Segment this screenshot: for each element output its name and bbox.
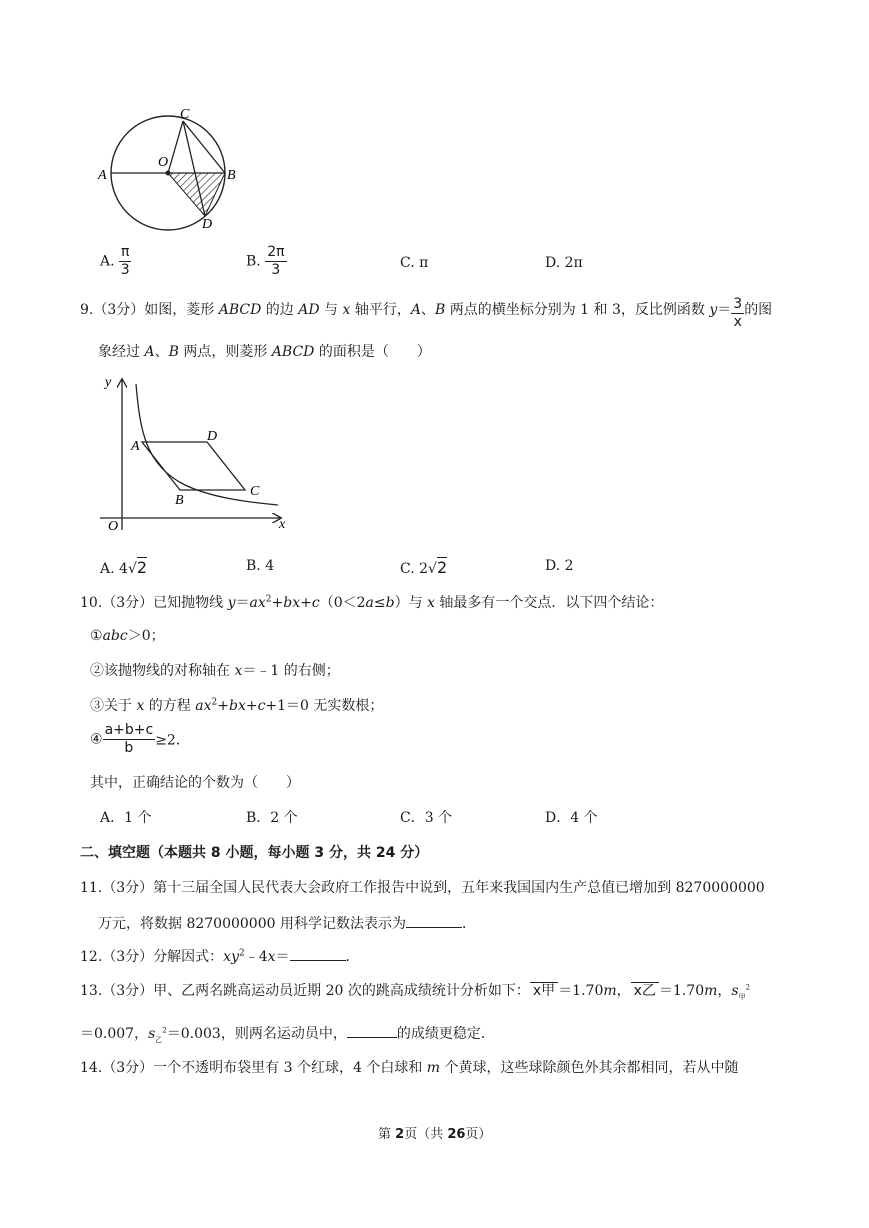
q9-option-c: C. 2√2 bbox=[400, 558, 448, 577]
q8-option-d: D. 2π bbox=[545, 255, 583, 271]
q8-option-a-fraction: $\frac{\pi}{3}$ bbox=[120, 244, 130, 278]
q9-label-x: x bbox=[279, 517, 286, 532]
q10-conclusion-3: ③关于 x 的方程 $ax^2+bx+c+1=0$ 无实数根； bbox=[90, 697, 384, 714]
q8-option-a: A. $\frac{\pi}{3}$ bbox=[100, 244, 130, 278]
sqrt-icon: √ bbox=[428, 561, 437, 577]
section-heading-fill-blank: 二、填空题（本题共 8 小题，每小题 3 分，共 24 分） bbox=[80, 845, 429, 861]
q12-answer-blank[interactable] bbox=[290, 945, 346, 961]
q13-stem-line1: 13.（3分）甲、乙两名跳高运动员近期 20 次的跳高成绩统计分析如下： x甲 ＝1.70m， x乙 ＝1.70m，$s_甲^2$ bbox=[80, 983, 751, 1001]
total-page-count: 26 bbox=[447, 1127, 466, 1142]
q8-option-b-fraction: $\frac{2\pi}{3}$ bbox=[267, 244, 285, 278]
q12-stem: 12.（3分）分解因式：$xy^2﹣4x=$ ． bbox=[80, 945, 360, 966]
q8-label-d: D bbox=[202, 217, 213, 232]
q13-stem-line2: ＝0.007，$s_乙^2=0.003$，则两名运动员中， 的成绩更稳定． bbox=[80, 1022, 495, 1045]
q11-line1: 11.（3分）第十三届全国人民代表大会政府工作报告中说到，五年来我国国内生产总值已增加到 8270000000 bbox=[80, 880, 765, 896]
q10-stem: 10.（3分）已知抛物线 $y=ax^2+bx+c(0<2a\le b)$与 x 轴最多有一个交点．以下四个结论： bbox=[80, 594, 664, 611]
q13-answer-blank[interactable] bbox=[347, 1022, 397, 1038]
q8-segment-oc bbox=[168, 121, 183, 173]
q8-circle-figure bbox=[90, 100, 250, 235]
q10-option-a: A．1 个 bbox=[100, 810, 152, 826]
q10-option-c: C．3 个 bbox=[400, 810, 453, 826]
q9-rhombus-abcd bbox=[142, 442, 245, 490]
q9-function-fraction: $\frac{3}{x}$ bbox=[733, 296, 743, 330]
q10-question: 其中，正确结论的个数为（ ） bbox=[90, 775, 300, 791]
q9-option-d: D. 2 bbox=[545, 558, 574, 574]
q8-label-a: A bbox=[98, 168, 107, 183]
q9-stem-line1: 9.（3分）如图，菱形 ABCD 的边 AD 与 x 轴平行，A、B 两点的横坐标分别为 1 和 3，反比例函数 y＝ $\frac{3}{x}$ 的图 bbox=[80, 296, 773, 330]
q8-option-b: B. $\frac{2\pi}{3}$ bbox=[246, 244, 285, 278]
q8-label-o: O bbox=[158, 155, 169, 170]
q9-label-o: O bbox=[108, 519, 119, 534]
q9-label-c: C bbox=[250, 484, 260, 499]
q10-conclusion-4: ④ $\frac{a+b+c}{b}$ ≥2． bbox=[90, 722, 190, 756]
q9-stem-line2: 象经过 A、B 两点，则菱形 ABCD 的面积是（ ） bbox=[98, 344, 431, 360]
q10-conclusion-1: ①abc＞0； bbox=[90, 628, 165, 644]
page-footer: 第 2页（共 26页） bbox=[378, 1127, 492, 1142]
q10-conclusion-4-fraction: $\frac{a+b+c}{b}$ bbox=[104, 722, 154, 756]
q13-mean-yi: x乙 bbox=[631, 982, 659, 999]
q10-option-d: D．4 个 bbox=[545, 810, 598, 826]
q13-mean-jia: x甲 bbox=[530, 982, 558, 999]
q8-label-c: C bbox=[180, 107, 190, 122]
q9-label-a: A bbox=[131, 439, 140, 454]
q11-answer-blank[interactable] bbox=[406, 912, 462, 928]
q14-stem: 14.（3分）一个不透明布袋里有 3 个红球，4 个白球和 m 个黄球，这些球除颜色外其余都相同，若从中随 bbox=[80, 1060, 739, 1076]
current-page-number: 2 bbox=[395, 1127, 405, 1142]
q8-label-b: B bbox=[227, 168, 236, 183]
q9-label-y: y bbox=[105, 375, 112, 390]
q9-coordinate-figure bbox=[95, 370, 295, 535]
q8-option-c: C. π bbox=[400, 255, 429, 271]
sqrt-icon: √ bbox=[127, 561, 137, 577]
q9-label-b: B bbox=[175, 493, 184, 508]
q11-line2: 万元，将数据 8270000000 用科学记数法表示为 ． bbox=[98, 912, 476, 933]
q10-conclusion-2: ②该抛物线的对称轴在 x＝﹣1 的右侧； bbox=[90, 663, 340, 679]
q8-center-dot bbox=[166, 171, 171, 176]
q9-option-b: B. 4 bbox=[246, 558, 275, 574]
q9-option-a: A. 4√2 bbox=[100, 558, 148, 577]
q10-option-b: B．2 个 bbox=[246, 810, 298, 826]
q9-label-d: D bbox=[207, 429, 218, 444]
